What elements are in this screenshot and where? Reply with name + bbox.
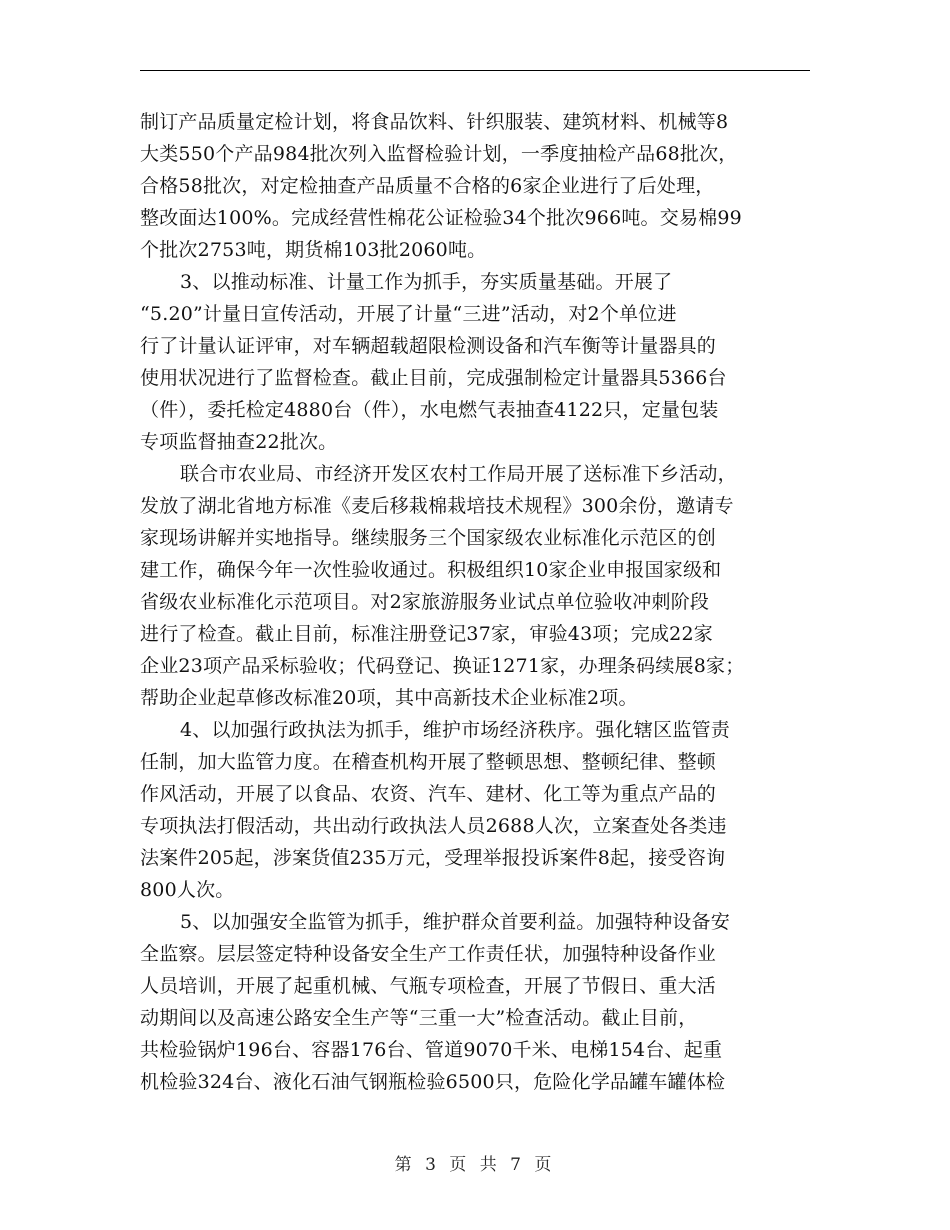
text-line: 制订产品质量定检计划，将食品饮料、针织服装、建筑材料、机械等8: [140, 111, 729, 133]
text-line: 专项监督抽查22批次。: [140, 431, 338, 453]
text-line: 建工作，确保今年一次性验收通过。积极组织10家企业申报国家级和: [140, 559, 722, 581]
text-line: 800人次。: [140, 879, 235, 901]
text-line: 家现场讲解并实地指导。继续服务三个国家级农业标准化示范区的创: [140, 527, 717, 549]
text-line: 机检验324台、液化石油气钢瓶检验6500只，危险化学品罐车罐体检: [140, 1071, 726, 1093]
text-line: 大类550个产品984批次列入监督检验计划，一季度抽检产品68批次，: [140, 143, 738, 165]
text-line: 法案件205起，涉案货值235万元，受理举报投诉案件8起，接受咨询: [140, 847, 726, 869]
text-line: 使用状况进行了监督检查。截止目前，完成强制检定计量器具5366台: [140, 367, 727, 389]
text-line: 作风活动，开展了以食品、农资、汽车、建材、化工等为重点产品的: [140, 783, 717, 805]
text-line: 帮助企业起草修改标准20项，其中高新技术企业标准2项。: [140, 687, 638, 709]
text-line: 共检验锅炉196台、容器176台、管道9070千米、电梯154台、起重: [140, 1039, 723, 1061]
paragraph-first-line: 5、以加强安全监管为抓手，维护群众首要利益。加强特种设备安: [180, 911, 730, 933]
text-line: 个批次2753吨，期货棉103批2060吨。: [140, 239, 487, 261]
paragraph-first-line: 联合市农业局、市经济开发区农村工作局开展了送标准下乡活动，: [180, 463, 737, 485]
paragraph-first-line: 3、以推动标准、计量工作为抓手，夯实质量基础。开展了: [180, 271, 673, 293]
text-line: 动期间以及高速公路安全生产等“三重一大”检查活动。截止目前，: [140, 1007, 698, 1029]
text-line: 专项执法打假活动，共出动行政执法人员2688人次，立案查处各类违: [140, 815, 727, 837]
text-line: 发放了湖北省地方标准《麦后移栽棉栽培技术规程》300余份，邀请专: [140, 495, 734, 517]
text-line: 企业23项产品采标验收；代码登记、换证1271家，办理条码续展8家；: [140, 655, 745, 677]
text-line: 行了计量认证评审，对车辆超载超限检测设备和汽车衡等计量器具的: [140, 335, 717, 357]
text-line: 整改面达100%。完成经营性棉花公证检验34个批次966吨。交易棉99: [140, 207, 742, 229]
text-line: （件），委托检定4880台（件），水电燃气表抽查4122只，定量包装: [140, 399, 719, 421]
text-line: 任制，加大监管力度。在稽查机构开展了整顿思想、整顿纪律、整顿: [140, 751, 717, 773]
paragraph-first-line: 4、以加强行政执法为抓手，维护市场经济秩序。强化辖区监管责: [180, 719, 730, 741]
document-body: [140, 106, 815, 1098]
page-footer: 第 3 页 共 7 页: [394, 1155, 556, 1175]
text-line: 进行了检查。截止目前，标准注册登记37家，审验43项；完成22家: [140, 623, 713, 645]
text-line: 合格58批次，对定检抽查产品质量不合格的6家企业进行了后处理，: [140, 175, 715, 197]
text-line: 全监察。层层签定特种设备安全生产工作责任状，加强特种设备作业: [140, 943, 717, 965]
text-line: “5.20”计量日宣传活动，开展了计量“三进”活动，对2个单位进: [140, 303, 677, 325]
text-line: 省级农业标准化示范项目。对2家旅游服务业试点单位验收冲刺阶段: [140, 591, 710, 613]
text-line: 人员培训，开展了起重机械、气瓶专项检查，开展了节假日、重大活: [140, 975, 717, 997]
header-rule: [140, 70, 810, 71]
